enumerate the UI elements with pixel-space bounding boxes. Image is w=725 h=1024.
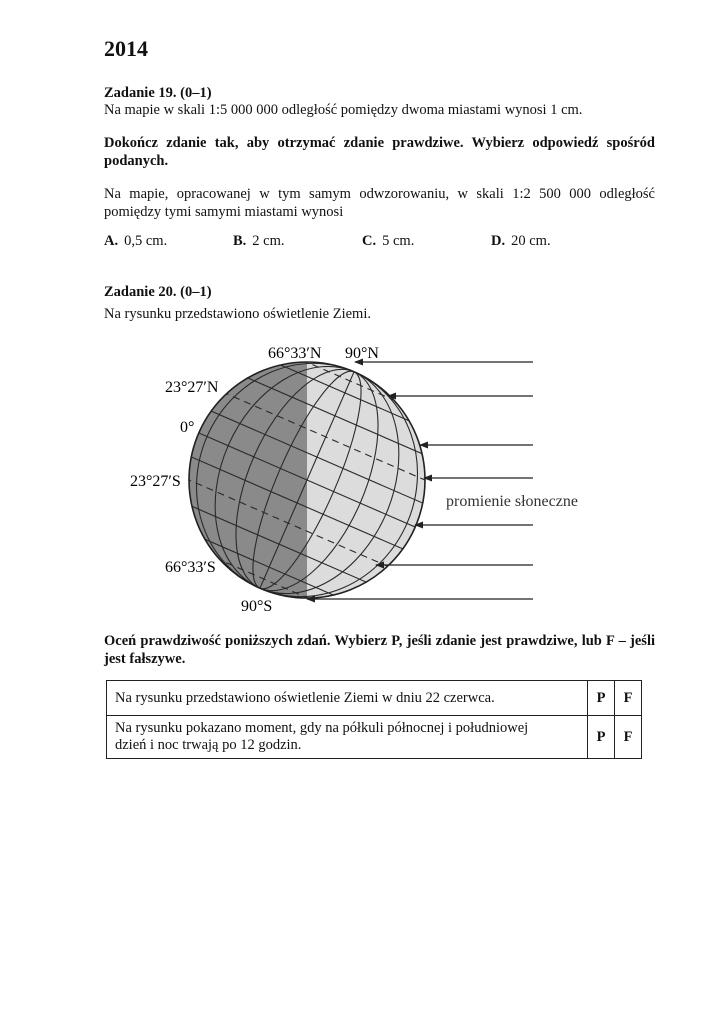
q20-title: Zadanie 20. (0–1): [104, 284, 212, 300]
statement-2-line-2: dzień i noc trwają po 12 godzin.: [115, 737, 302, 753]
option-text: 20 cm.: [511, 233, 551, 249]
label-equator: 0°: [180, 419, 195, 436]
label-north-pole: 90°N: [345, 345, 379, 362]
label-antarctic-circle: 66°33′S: [165, 559, 216, 576]
q19-instruction-2: podanych.: [104, 153, 169, 169]
statement-1: Na rysunku przedstawiono oświetlenie Ziemi w dniu 22 czerwca.: [107, 681, 588, 716]
option-text: 0,5 cm.: [124, 233, 168, 249]
q19-title: Zadanie 19. (0–1): [104, 85, 212, 101]
label-tropic-cancer: 23°27′N: [165, 379, 219, 396]
q20-instruction-1: Oceń prawdziwość poniższych zdań. Wybierz P, jeśli zdanie jest prawdziwe, lub F – jeśli: [104, 633, 655, 649]
q19-instruction-1: Dokończ zdanie tak, aby otrzymać zdanie prawdziwe. Wybierz odpowiedź spośród: [104, 135, 655, 151]
answer-p-1[interactable]: P: [588, 681, 615, 716]
option-letter: B.: [233, 233, 247, 249]
label-arctic-circle: 66°33′N: [268, 345, 322, 362]
statement-2-line-1: Na rysunku pokazano moment, gdy na półkuli północnej i południowej: [115, 720, 529, 736]
option-letter: C.: [362, 233, 377, 249]
q20-intro: Na rysunku przedstawiono oświetlenie Ziemi.: [104, 306, 371, 322]
label-south-pole: 90°S: [241, 598, 273, 615]
answer-p-2[interactable]: P: [588, 716, 615, 759]
page-year: 2014: [104, 36, 148, 61]
label-tropic-capricorn: 23°27′S: [130, 473, 181, 490]
q19-text: Na mapie w skali 1:5 000 000 odległość pomiędzy dwoma miastami wynosi 1 cm.: [104, 102, 583, 118]
option-letter: A.: [104, 233, 119, 249]
option-letter: D.: [491, 233, 506, 249]
option-text: 5 cm.: [382, 233, 415, 249]
answer-f-1[interactable]: F: [615, 681, 642, 716]
q19-question-2: pomiędzy tymi samymi miastami wynosi: [104, 204, 344, 220]
statement-2: [107, 716, 588, 759]
label-sun-rays: promienie słoneczne: [446, 493, 578, 510]
option-text: 2 cm.: [252, 233, 285, 249]
table-row: [107, 681, 642, 716]
true-false-table: [106, 680, 642, 759]
table-row: [107, 716, 642, 759]
q19-question-1: Na mapie, opracowanej w tym samym odwzorowaniu, w skali 1:2 500 000 odległość: [104, 186, 655, 202]
answer-f-2[interactable]: F: [615, 716, 642, 759]
q20-instruction-2: jest fałszywe.: [104, 651, 186, 667]
